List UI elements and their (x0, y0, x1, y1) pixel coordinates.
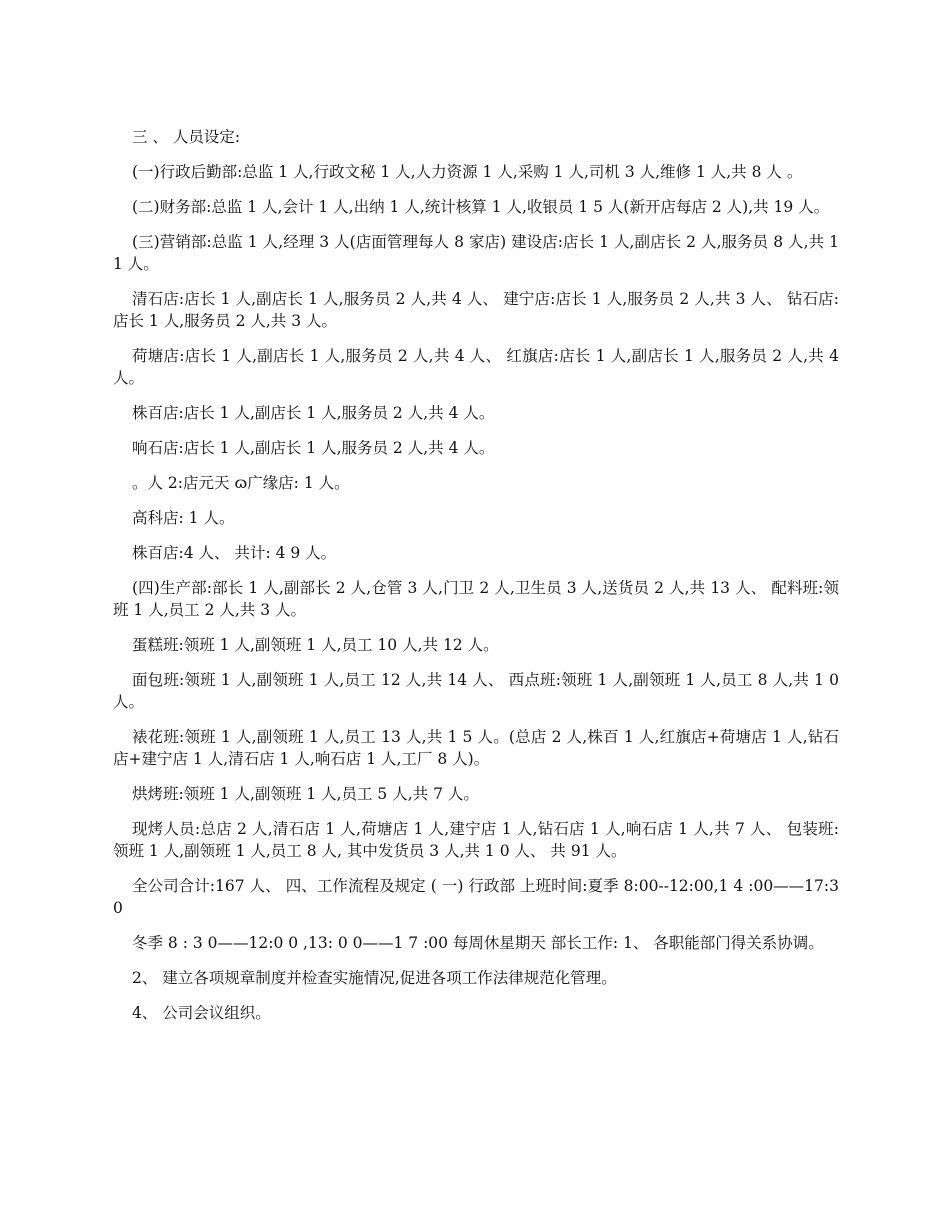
paragraph-baking-team: 烘烤班:领班 1 人,副领班 1 人,员工 5 人,共 7 人。 (132, 785, 479, 803)
paragraph-decorating-team: 裱花班:领班 1 人,副领班 1 人,员工 13 人,共 1 5 人。(总店 2 人,株百 1 人,红旗店+荷塘店 1 人,钻石店+建宁店 1 人,清石店 1 人,响石店 1 人,工厂 8 人)。 (113, 728, 839, 768)
paragraph-production-dept: (四)生产部:部长 1 人,副部长 2 人,仓管 3 人,门卫 2 人,卫生员 3 人,送货员 2 人,共 13 人、 配料班:领班 1 人,员工 2 人,共 3 人。 (113, 579, 839, 619)
paragraph-fresh-baking-staff: 现烤人员:总店 2 人,清石店 1 人,荷塘店 1 人,建宁店 1 人,钻石店 1 人,响石店 1 人,共 7 人、 包装班:领班 1 人,副领班 1 人,员工 8 人, 其中发货员 3 人,共 1 0 人、 共 91 人。 (113, 820, 839, 860)
paragraph-finance-dept: (二)财务部:总监 1 人,会计 1 人,出纳 1 人,统计核算 1 人,收银员 1 5 人(新开店每店 2 人),共 19 人。 (132, 198, 830, 216)
paragraph-marketing-dept: (三)营销部:总监 1 人,经理 3 人(店面管理每人 8 家店) 建设店:店长 1 人,副店长 2 人,服务员 8 人,共 11 人。 (113, 233, 839, 273)
document-body (113, 126, 839, 1037)
paragraph-bread-team: 面包班:领班 1 人,副领班 1 人,员工 12 人,共 14 人、 西点班:领班 1 人,副领班 1 人,员工 8 人,共 1 0 人。 (113, 671, 839, 711)
paragraph-gaoke-store: 高科店: 1 人。 (132, 509, 235, 527)
paragraph-marketing-total: 株百店:4 人、 共计: 4 9 人。 (132, 544, 337, 562)
paragraph-cake-team: 蛋糕班:领班 1 人,副领班 1 人,员工 10 人,共 12 人。 (132, 636, 499, 654)
section-heading: 三 、 人员设定: (132, 128, 241, 146)
paragraph-qingshi-store: 清石店:店长 1 人,副店长 1 人,服务员 2 人,共 4 人、 建宁店:店长 1 人,服务员 2 人,共 3 人、 钻石店:店长 1 人,服务员 2 人,共 3 人。 (113, 290, 839, 330)
paragraph-hetang-store: 荷塘店:店长 1 人,副店长 1 人,服务员 2 人,共 4 人、 红旗店:店长 1 人,副店长 1 人,服务员 2 人,共 4 人。 (113, 347, 839, 387)
paragraph-guangyuan-store: 。人 2:店元天 ɷ广缘店: 1 人。 (132, 474, 350, 492)
paragraph-xiangshi-store: 响石店:店长 1 人,副店长 1 人,服务员 2 人,共 4 人。 (132, 439, 495, 457)
paragraph-admin-dept: (一)行政后勤部:总监 1 人,行政文秘 1 人,人力资源 1 人,采购 1 人,司机 3 人,维修 1 人,共 8 人 。 (132, 163, 803, 181)
paragraph-rules-item-2: 2、 建立各项规章制度并检查实施情况,促进各项工作法律规范化管理。 (132, 969, 617, 987)
paragraph-zhubai-store: 株百店:店长 1 人,副店长 1 人,服务员 2 人,共 4 人。 (132, 404, 495, 422)
paragraph-company-total: 全公司合计:167 人、 四、工作流程及规定 ( 一) 行政部 上班时间:夏季 8:00--12:00,1 4 :00——17:30 (113, 877, 839, 917)
paragraph-winter-hours: 冬季 8 : 3 0——12:0 0 ,13: 0 0——1 7 :00 每周休星期天 部长工作: 1、 各职能部门得关系协调。 (132, 934, 824, 952)
paragraph-meetings-item-4: 4、 公司会议组织。 (132, 1004, 271, 1022)
